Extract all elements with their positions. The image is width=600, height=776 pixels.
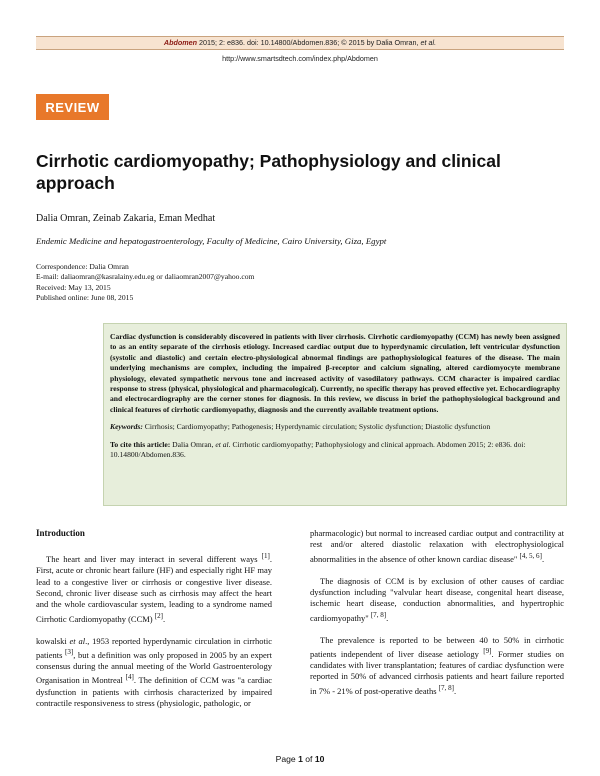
right-column <box>310 528 564 708</box>
r3-text-a: The prevalence is reported to be between 40 to 50% in cirrhotic patients independent of liver disease aetiology <box>310 634 564 659</box>
introduction-heading: Introduction <box>36 528 85 538</box>
published-date: Published online: June 08, 2015 <box>36 292 134 302</box>
authors: Dalia Omran, Zeinab Zakaria, Eman Medhat <box>36 213 216 224</box>
intro-paragraph-2 <box>36 636 272 709</box>
p2-text-a: kowalski <box>36 635 70 646</box>
keywords <box>110 422 560 432</box>
cite-label: To cite this article: <box>110 439 171 449</box>
r1-text-a: pharmacologic) but normal to increased cardiac output and contractility at rest and/or altered diastolic relaxation with electrophysiological abnormalities in the absence of other known cardiac disease" <box>310 528 564 564</box>
cite-text-b: . Cirrhotic cardiomyopathy; Pathophysiology and clinical approach. Abdomen 2015; 2: e836. doi: 10.14800/Abdomen.836. <box>110 439 526 460</box>
cite-text-a: Dalia Omran, <box>170 439 216 449</box>
article-title: Cirrhotic cardiomyopathy; Pathophysiology and clinical approach <box>36 151 501 193</box>
header-et-al: et al. <box>420 38 437 47</box>
r2-text-b: . <box>386 612 389 623</box>
ref-4[interactable]: [4] <box>125 673 134 682</box>
p1-text-b: . First, acute or chronic heart failure (HF) and especially right HF may lead to a congestive liver or cirrhosis or congestive liver disease. Second, chronic liver disease such as cirrhosis may affect the heart and the whole cardiovascular system, leading to a syndrome named Cirrhotic Cardiomyopathy (CCM) <box>36 554 272 624</box>
ref-7-8[interactable]: [7, 8] <box>370 610 387 619</box>
ref-3[interactable]: [3] <box>65 648 74 657</box>
page-footer <box>0 754 600 764</box>
review-tag: REVIEW <box>36 94 109 120</box>
r3-text-b: . Former studies on candidates with liver transplantation; features of cardiac dysfunction were reported in 50% of advanced cirrhosis patients and heart failure reported in 7% - 21% of post-operative deaths <box>310 648 564 696</box>
intro-paragraph-5 <box>310 635 564 697</box>
correspondence: Correspondence: Dalia Omran <box>36 262 129 271</box>
left-column <box>36 528 272 720</box>
abstract-box <box>103 323 567 506</box>
keywords-label: Keywords: <box>110 422 143 432</box>
page-label: Page <box>275 754 299 764</box>
p2-text-d: . The definition of CCM was "a cardiac dysfunction in patients with cirrhosis characterized by impaired contractile responsiveness to stress (physiologic, pathologic, or <box>36 675 272 708</box>
affiliation: Endemic Medicine and hepatogastroenterology, Faculty of Medicine, Cairo University, Giza, Egypt <box>36 236 387 246</box>
citation-line: 2015; 2: e836. doi: 10.14800/Abdomen.836; © 2015 by Dalia Omran, <box>197 38 421 47</box>
article-meta <box>36 262 254 303</box>
r2-text-a: The diagnosis of CCM is by exclusion of other causes of cardiac dysfunction including "valvular heart disease, congenital heart disease, ischemic heart disease, conduction abnormalities, and hypertrophic cardiomyopathy" <box>310 575 564 623</box>
ref-4-5-6[interactable]: [4, 5, 6] <box>519 551 542 560</box>
intro-paragraph-3 <box>310 528 564 565</box>
journal-url[interactable]: http://www.smartsdtech.com/index.php/Abdomen <box>222 54 378 63</box>
p2-text-b: ., 1953 reported hyperdynamic circulation in cirrhotic patients <box>36 635 272 660</box>
p1-text-a: The heart and liver may interact in several different ways <box>46 554 262 565</box>
abstract-text: Cardiac dysfunction is considerably discovered in patients with liver cirrhosis. Cirrhotic cardiomyopathy (CCM) has newly been assigned to as an entity separate of the cirrhosis etiology. Increased cardiac output due to hyperdynamic circulation, left ventricular dysfunction (systolic and diastolic) and certain electro-physiological abnormal findings are pathophysiological features of the disease. The main underlying mechanisms are complex, including the impaired β-receptor and calcium signaling, altered cardiomyocyte membrane physiology, elevated sympathetic nervous tone and increased activity of vasodilatory pathways. CCM character is impaired cardiac response to stress (physical, physiological and pharmacological). Currently, no specific therapy has proved effective yet. Echocardiography and electrocardiography are the corner stones for diagnosis. In this review, we discuss in brief the pathophysiological background and clinical features of cirrhotic cardiomyopathy, diagnosis and the currently available treatment options. <box>110 332 560 414</box>
ref-2[interactable]: [2] <box>154 611 164 620</box>
cite-article <box>110 440 560 461</box>
journal-header-bar <box>36 36 564 50</box>
p2-et-al: et al <box>69 635 86 646</box>
of-label: of <box>302 754 315 764</box>
received-date: Received: May 13, 2015 <box>36 282 111 292</box>
keywords-text: Cirrhosis; Cardiomyopathy; Pathogenesis; Hyperdynamic circulation; Systolic dysfunction; Diastolic dysfunction <box>142 422 491 432</box>
journal-name: Abdomen <box>163 38 198 47</box>
p1-text-c: . <box>163 613 166 624</box>
ref-1[interactable]: [1] <box>261 552 270 561</box>
intro-paragraph-4 <box>310 576 564 624</box>
p2-text-c: , but a definition was only proposed in 2005 by an expert consensus during the annual meeting of the World Gastroenterology Organisation in Montreal <box>36 649 272 686</box>
ref-9[interactable]: [9] <box>483 647 492 656</box>
r1-text-b: . <box>541 553 545 564</box>
intro-paragraph-1 <box>36 551 272 624</box>
r3-text-c: . <box>454 685 457 696</box>
email[interactable]: E-mail: daliaomran@kasralainy.edu.eg or daliaomran2007@yahoo.com <box>36 272 255 282</box>
cite-et-al: et al <box>215 439 229 449</box>
ref-7-8-b[interactable]: [7, 8] <box>438 683 454 692</box>
page-number: 1 <box>298 754 303 764</box>
page-total: 10 <box>314 754 325 764</box>
